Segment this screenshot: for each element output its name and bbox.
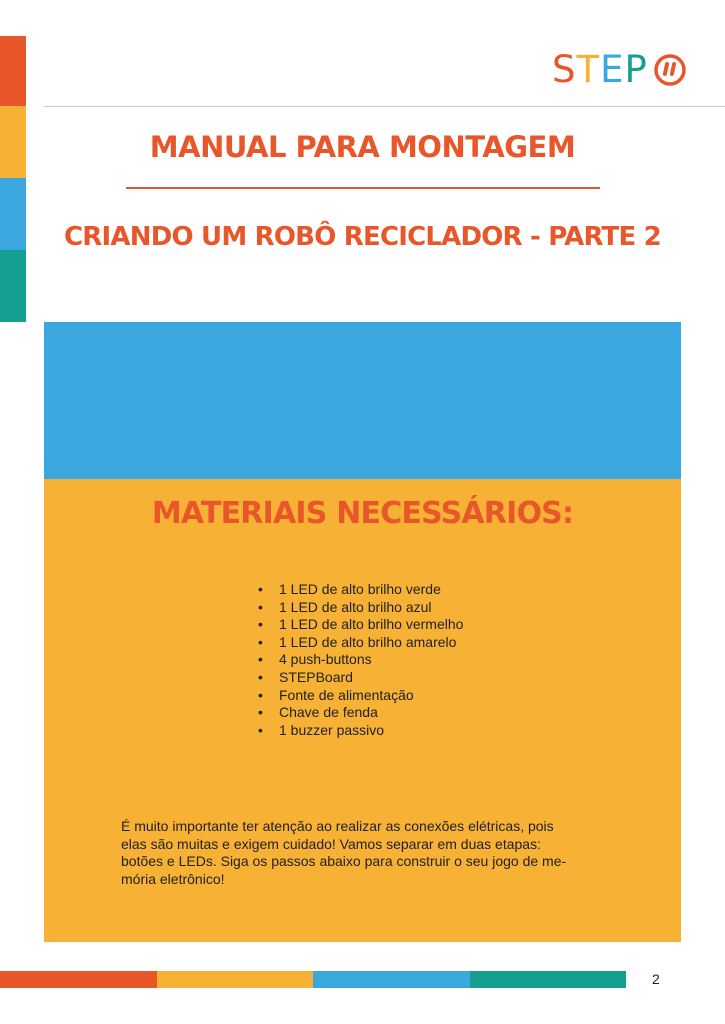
footer-bar-yellow xyxy=(157,971,313,988)
materials-list xyxy=(258,581,463,739)
side-strip-teal xyxy=(0,250,26,322)
step-logo xyxy=(552,50,686,90)
paragraph-line: botões e LEDs. Siga os passos abaixo para construir o seu jogo de me- xyxy=(121,853,567,870)
title-underline xyxy=(126,187,600,189)
instructions-paragraph xyxy=(121,818,591,888)
page-subtitle: CRIANDO UM ROBÔ RECICLADOR - PARTE 2 xyxy=(64,222,661,252)
paragraph-line: mória eletrônico! xyxy=(121,870,225,887)
materials-heading: MATERIAIS NECESSÁRIOS: xyxy=(151,496,574,531)
footer-bar-orange xyxy=(0,971,157,988)
list-item: • 1 LED de alto brilho amarelo xyxy=(258,634,463,652)
step-face-icon xyxy=(654,54,686,86)
list-item: • Chave de fenda xyxy=(258,704,463,722)
logo-letter-s: S xyxy=(552,48,577,91)
paragraph-line: elas são muitas e exigem cuidado! Vamos separar em duas etapas: xyxy=(121,835,541,852)
blue-banner xyxy=(44,322,681,479)
list-item: • Fonte de alimentação xyxy=(258,687,463,705)
list-item: • 1 LED de alto brilho verde xyxy=(258,581,463,599)
list-item: • 1 LED de alto brilho azul xyxy=(258,599,463,617)
footer-bar-teal xyxy=(470,971,626,988)
list-item: • 1 LED de alto brilho vermelho xyxy=(258,616,463,634)
logo-letter-p: P xyxy=(624,48,648,91)
side-strip-orange xyxy=(0,36,26,106)
logo-letter-e: E xyxy=(600,48,625,91)
list-item: • STEPBoard xyxy=(258,669,463,687)
list-item: • 4 push-buttons xyxy=(258,651,463,669)
paragraph-line: É muito importante ter atenção ao realizar as conexões elétricas, pois xyxy=(121,818,554,834)
header-divider xyxy=(44,106,725,107)
logo-letter-t: T xyxy=(576,48,601,91)
page-title: MANUAL PARA MONTAGEM xyxy=(149,130,576,164)
page-number: 2 xyxy=(652,971,660,987)
footer-bar-blue xyxy=(313,971,470,988)
list-item: • 1 buzzer passivo xyxy=(258,722,463,740)
